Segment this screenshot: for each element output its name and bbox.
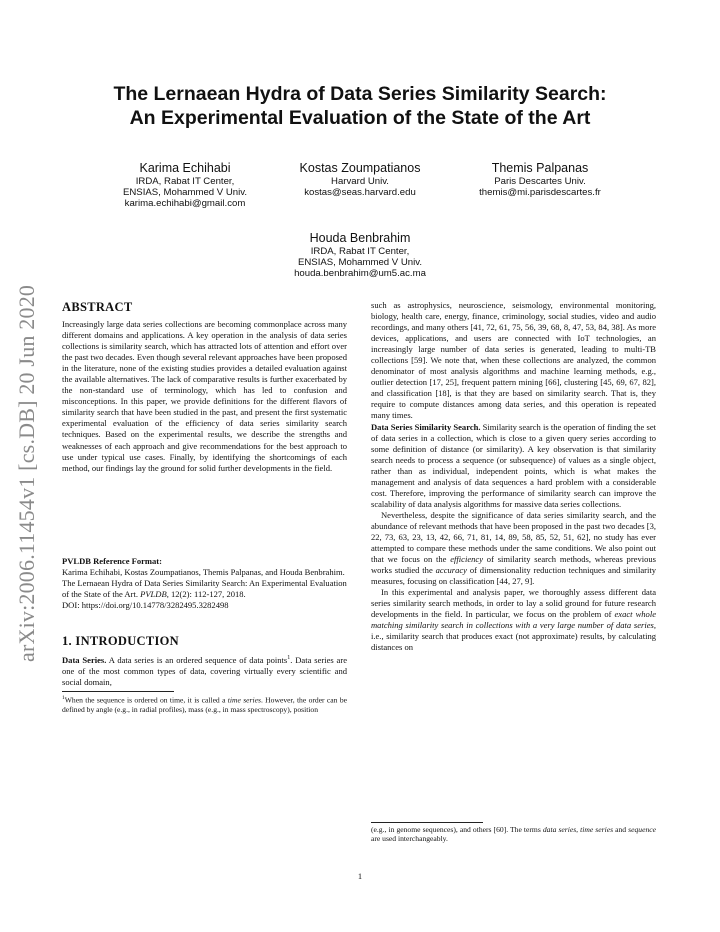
emphasis: efficiency [450, 554, 483, 565]
footnote-term: sequence [628, 825, 656, 834]
paragraph-nevertheless [371, 510, 656, 587]
footnote-rule [62, 691, 174, 692]
footnote-mark: 1 [287, 655, 291, 661]
paragraph-text: of similarity search methods, whereas previous works studied the [371, 554, 656, 576]
pvldb-doi: DOI: https://doi.org/10.14778/3282495.3282498 [62, 600, 229, 611]
intro-text: A data series is an ordered sequence of data points [106, 654, 288, 665]
pvldb-citation: Karima Echihabi, Kostas Zoumpatianos, Themis Palpanas, and Houda Benbrahim. The Lernaean Hydra of Data Series Similarity Search: An Experimental Evaluation of the State of the Art. [62, 567, 347, 600]
footnote-term: time series [580, 825, 614, 834]
author-affiliation: IRDA, Rabat IT Center, [135, 176, 235, 187]
footnote-text: (e.g., in genome sequences), and others [60]. The terms [371, 825, 543, 834]
footnote-term: time series [227, 695, 261, 705]
author-email: karima.echihabi@gmail.com [124, 198, 246, 209]
paragraph-text: , i.e., similarity search that produces exact (not approximate) results, by calculating distances on [371, 620, 656, 653]
author-email: kostas@seas.harvard.edu [304, 187, 416, 198]
similarity-search-label: Data Series Similarity Search. [371, 421, 481, 432]
pvldb-venue-details: , 12(2): 112-127, 2018. [166, 589, 246, 600]
footnote-text: When the sequence is ordered on time, it is called a [64, 695, 228, 705]
page-number: 1 [357, 871, 363, 881]
footnote-rule [371, 822, 483, 823]
pvldb-heading: PVLDB Reference Format: [62, 556, 162, 566]
introduction-heading: 1. INTRODUCTION [62, 634, 180, 648]
pvldb-venue: PVLDB [140, 589, 167, 600]
emphasis: accuracy [435, 565, 467, 576]
paragraph-text: Nevertheless, despite the significance of data series similarity search, and the abundance of relevant methods that have been proposed in the past two decades [3, 22, 73, 63, 23, 13, 42, 66, 71, 81, 14, 89, 58, 85, 52, 51, 62], no study has ever attempted to compare these methods under the same conditions. We also point out that we focus on the [371, 509, 656, 565]
right-column [371, 300, 656, 654]
paragraph-experimental [371, 587, 656, 653]
intro-paragraph [62, 653, 347, 688]
title-line-2: An Experimental Evaluation of the State of the Art [129, 107, 591, 129]
footnote-mark: 1 [62, 695, 65, 701]
abstract-text: Increasingly large data series collections are becoming commonplace across many different domains and applications. A key operation in the analysis of data series collections is similarity search, which has attracted lots of attention and effort over the past two decades. Even though several relevant approaches have been proposed in the literature, none of the existing studies provides a detailed evaluation against the available alternatives. The lack of comparative results is further exacerbated by the non-standard use of terminology, which has led to confusion and misconceptions. In this paper, we provide definitions for the different flavors of similarity search that have been studied in the past, and present the first systematic experimental evaluation of the efficiency of data series similarity search techniques. Based on the experimental results, we describe the strengths and weaknesses of each approach and give recommendations for the best approach to use under typical use cases. Finally, by identifying the shortcomings of each method, our findings lay the ground for solid further developments in the field. [62, 319, 347, 473]
author-affiliation: IRDA, Rabat IT Center, [310, 246, 410, 257]
paragraph-similarity-search [371, 422, 656, 510]
data-series-label: Data Series. [62, 654, 107, 665]
footnote-term: data series [542, 825, 577, 834]
author-name: Themis Palpanas [491, 161, 589, 175]
footnote-right [371, 825, 656, 844]
author-affiliation: Harvard Univ. [331, 176, 389, 187]
paragraph-text: In this experimental and analysis paper, we thoroughly assess different data series similarity search methods, in order to lay a solid ground for future research developments in the field. In particular, we focus on the problem of [371, 587, 656, 620]
author-block [100, 161, 270, 209]
author-block [270, 231, 450, 279]
author-affiliation: Paris Descartes Univ. [494, 176, 586, 187]
author-email: themis@mi.parisdescartes.fr [479, 187, 601, 198]
footnote-left [62, 694, 347, 714]
author-affiliation: ENSIAS, Mohammed V Univ. [122, 187, 248, 198]
author-name: Karima Echihabi [139, 161, 231, 175]
author-affiliation: ENSIAS, Mohammed V Univ. [297, 257, 423, 268]
author-name: Houda Benbrahim [309, 231, 411, 245]
pvldb-reference [62, 556, 347, 611]
paragraph-text: of dimensionality reduction techniques and similarity measures, focusing on classification [44, 27, 9]. [371, 565, 656, 587]
footnote-text: are used interchangeably. [371, 834, 448, 844]
paragraph-domains: such as astrophysics, neuroscience, seismology, environmental monitoring, biology, health care, energy, finance, criminology, social studies, video and audio recordings, and many others [41, 72, 61, 75, 56, 39, 68, 8, 47, 53, 84, 38]. As more devices, applications, and users are connected with IoT technologies, an increasingly large number of data series is generated, leading to multi-TB collections [59]. We note that, when these collections are analyzed, the common denominator of most analysis algorithms and machine learning methods, e.g., outlier detection [17, 25], frequent pattern mining [66], clustering [45, 69, 67, 82], and classification [18], is that they are based on similarity search. That is, they require to compute distances among data series, and this operation is repeated many times. [371, 300, 656, 421]
author-block [275, 161, 445, 198]
arxiv-stamp: arXiv:2006.11454v1 [cs.DB] 20 Jun 2020 [14, 284, 39, 662]
author-email: houda.benbrahim@um5.ac.ma [294, 268, 426, 279]
author-block [450, 161, 630, 198]
footnote-text: and [613, 825, 629, 834]
emphasis: exact whole matching similarity search in collections with a very large number of data series [371, 609, 656, 631]
abstract-heading: ABSTRACT [62, 300, 133, 314]
abstract-body [62, 319, 347, 474]
footnote-text: , [576, 825, 581, 834]
paper-title [60, 82, 660, 130]
intro-text: . Data series are one of the most common types of data, covering virtually every scientific and social domain, [62, 654, 347, 687]
author-name: Kostas Zoumpatianos [299, 161, 421, 175]
paragraph-text: Similarity search is the operation of finding the set of data series in a collection, which is close to a given query series according to some definition of distance (or similarity). A key observation is that similarity search needs to process a sequence (or subsequence) of values as a single object, rather than as individual, independent points, which is what makes the management and analysis of data sequences a hard problem with a considerable cost. Therefore, improving the performance of similarity search can improve the scalability of data analysis algorithms for massive data series collections. [371, 421, 656, 509]
footnote-text: . However, the order can be defined by angle (e.g., in radial profiles), mass (e.g., in mass spectroscopy), position [62, 695, 347, 714]
title-line-1: The Lernaean Hydra of Data Series Similarity Search: [113, 83, 607, 105]
